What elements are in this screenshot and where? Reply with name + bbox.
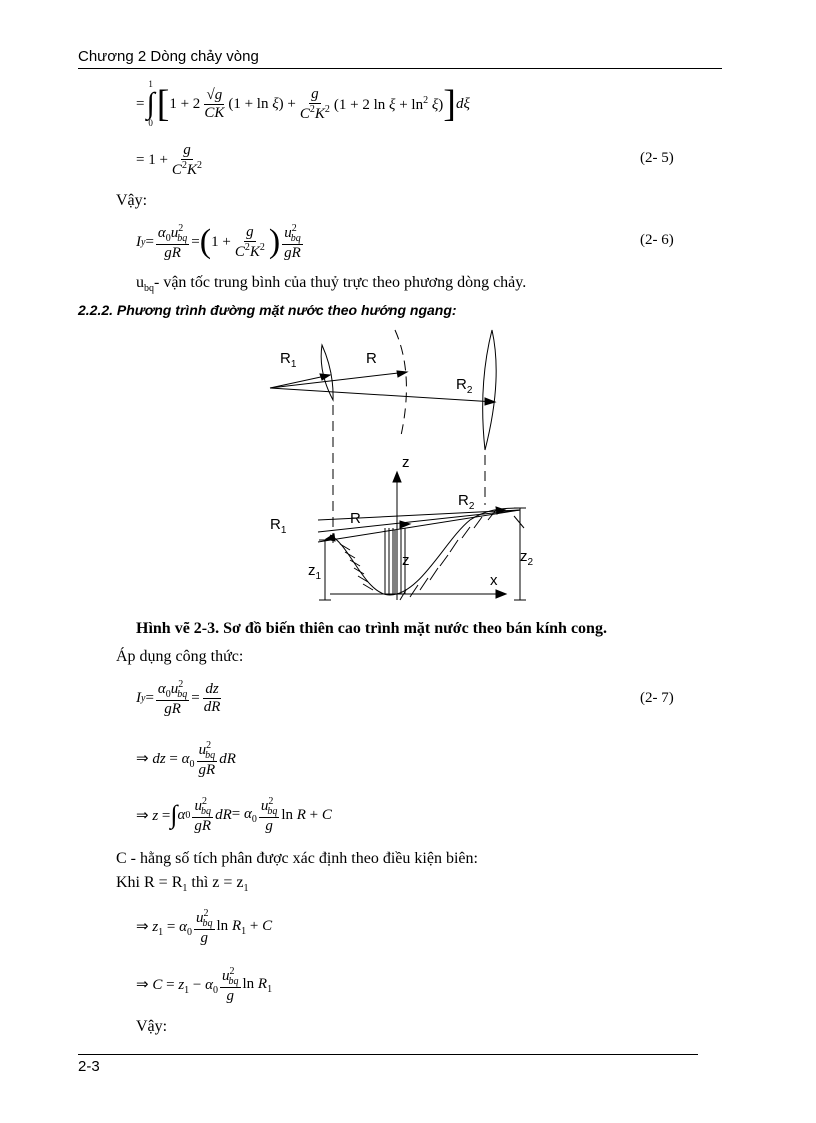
label-x: x [490, 572, 498, 589]
equation-2-7: I y = $\frac{\alpha_0u^2_{bq}}{gR}$ = $\frac{dz}{dR}$ [136, 678, 221, 717]
label-R1-bottom: $R_1$ [270, 516, 287, 536]
equation-2-6: I y = $\frac{\alpha_0u^2_{bq}}{gR}$ = ( 1 + $\frac{g}{C^2K^2}$ ) $\frac{u^2_{bq}}{gR}$ [136, 222, 301, 261]
figure-caption: Hình vẽ 2-3. Sơ đồ biến thiên cao trình mặt nước theo bán kính cong. [136, 620, 607, 637]
equation-C: ⇒ $C = z_1 - \alpha_0$ $\frac{u^2_{bq}}{g}$ $\ln R_1$ [136, 965, 273, 1004]
equation-z-integral: ⇒ z = ∫ α 0 $\frac{u^2_{bq}}{gR}$ dR = $\alpha_0$ $\frac{u^2_{bq}}{g}$ ln R + C [136, 795, 332, 834]
equation-dz: ⇒ dz = $\alpha_0$ $\frac{u^2_{bq}}{gR}$ dR [136, 739, 236, 778]
label-z-mid: z [402, 552, 410, 569]
page-number: 2-3 [78, 1058, 100, 1075]
equation-label-2-6: (2- 6) [640, 232, 674, 248]
label-z-axis: z [402, 454, 410, 471]
equation-label-2-5: (2- 5) [640, 150, 674, 166]
label-R-top: R [366, 350, 377, 367]
equation-2-5: = 1 + $\frac{g}{C^2K^2}$ [136, 142, 202, 178]
boundary-condition: Khi $R = R_1$ thì $z = z_1$ [116, 874, 249, 895]
footer-rule [78, 1054, 698, 1055]
label-R2-top: $R_2$ [456, 376, 473, 396]
label-z2: $z_2$ [520, 548, 534, 568]
apply-formula-text: Áp dụng công thức: [116, 648, 244, 665]
equation-integral: = 1 ∫ 0 [ 1 + 2 $\frac{√g}{CK}$ (1 + ln ξ) + $\frac{g}{C^2K^2}$ (1 + 2 $\ln \xi + \ln^2 \xi$) ] dξ [136, 79, 470, 128]
vay-text-1: Vậy: [116, 192, 148, 209]
equation-z1: ⇒ $z_1 = \alpha_0$ $\frac{u^2_{bq}}{g}$ $\ln R_1 + C$ [136, 907, 273, 946]
label-R2-bottom: $R_2$ [458, 492, 475, 512]
label-R1-top: $R_1$ [280, 350, 297, 370]
section-heading: 2.2.2. Phương trình đường mặt nước theo hướng ngang: [78, 302, 457, 318]
label-R-bottom: R [350, 510, 361, 527]
ubq-description: $u_{bq}-$ vận tốc trung bình của thuỷ trực theo phương dòng chảy. [136, 274, 527, 295]
chapter-header: Chương 2 Dòng chảy vòng [78, 48, 259, 65]
constant-description: C - hằng số tích phân được xác định theo điều kiện biên: [116, 850, 478, 867]
equation-label-2-7: (2- 7) [640, 690, 674, 706]
label-z1: $z_1$ [308, 562, 322, 582]
vay-text-2: Vậy: [136, 1018, 168, 1035]
